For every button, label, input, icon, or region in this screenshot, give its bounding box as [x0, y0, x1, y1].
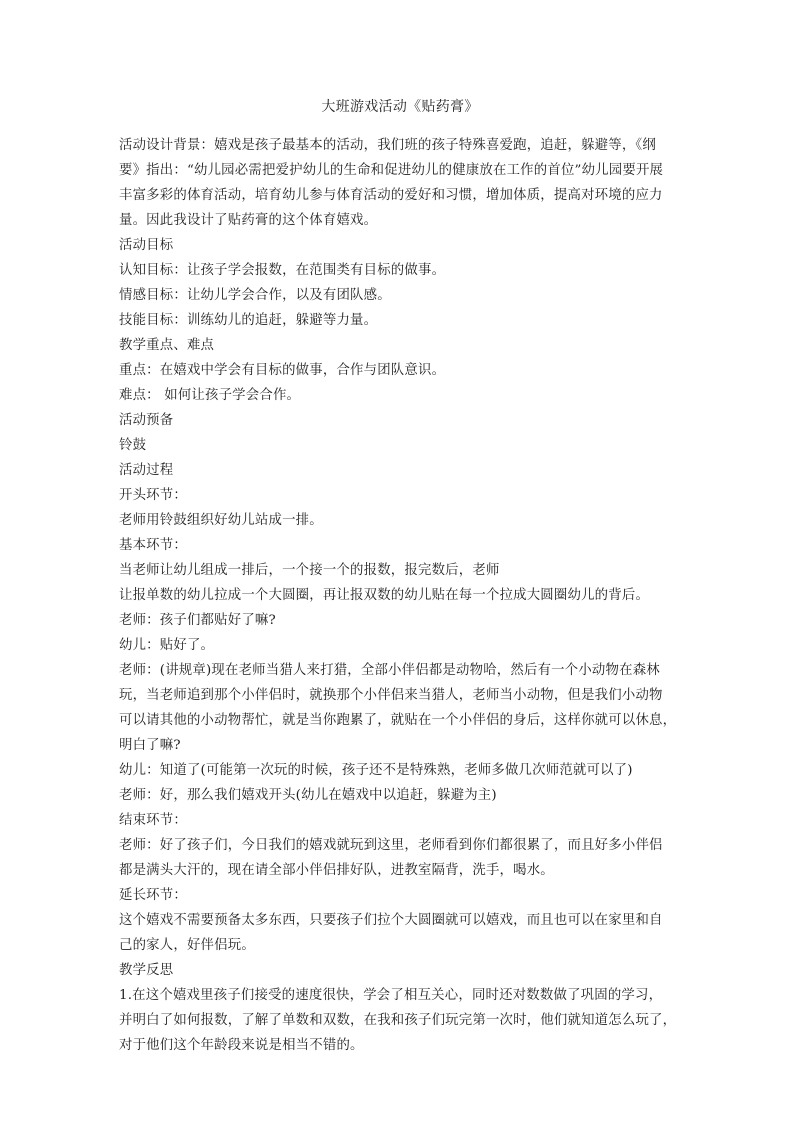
paragraph: [119, 283, 689, 308]
paragraph: [119, 233, 689, 258]
paragraph: [119, 608, 689, 633]
paragraph-line: 延长环节：: [119, 888, 187, 903]
paragraph-line: 教学重点、难点: [119, 338, 215, 353]
paragraph-line: 幼儿：知道了(可能第一次玩的时候，孩子还不是特殊熟，老师多做几次师范就可以了): [119, 763, 633, 778]
paragraph-line: 活动预备: [119, 413, 174, 428]
paragraph-line: 活动目标: [119, 238, 174, 253]
paragraph-line: 活动设计背景：嬉戏是孩子最基本的活动，我们班的孩子特殊喜爱跑，追赶，躲避等，《纲: [119, 138, 656, 153]
paragraph: [119, 408, 689, 433]
paragraph: [119, 333, 689, 358]
paragraph-line: 技能目标：训练幼儿的追赶，躲避等力量。: [119, 313, 378, 328]
paragraph-line: 己的家人，好伴侣玩。: [119, 938, 255, 953]
paragraph: [119, 633, 689, 658]
paragraph-line: 老师：(讲规章)现在老师当猎人来打猎，全部小伴侣都是动物哈，然后有一个小动物在森林: [119, 663, 660, 678]
paragraph: [119, 383, 689, 408]
paragraph-line: 认知目标：让孩子学会报数，在范围类有目标的做事。: [119, 263, 446, 278]
paragraph-line: 老师用铃鼓组织好幼儿站成一排。: [119, 513, 323, 528]
paragraph-line: 基本环节：: [119, 538, 187, 553]
paragraph-line: 1.在这个嬉戏里孩子们接受的速度很快，学会了相互关心，同时还对数数做了巩固的学习，: [119, 988, 663, 1003]
paragraph-line: 老师：好，那么我们嬉戏开头(幼儿在嬉戏中以追赶，躲避为主): [119, 788, 497, 803]
paragraph: [119, 808, 689, 833]
paragraph: [119, 258, 689, 283]
paragraph-line: 明白了嘛?: [119, 738, 181, 753]
paragraph-line: 玩，当老师追到那个小伴侣时，就换那个小伴侣来当猎人，老师当小动物，但是我们小动物: [119, 688, 663, 703]
paragraph: [119, 558, 689, 583]
paragraph-line: 难点： 如何让孩子学会合作。: [119, 388, 301, 403]
paragraph: [119, 358, 689, 383]
paragraph-line: 这个嬉戏不需要预备太多东西，只要孩子们拉个大圆圈就可以嬉戏，而且也可以在家里和自: [119, 913, 663, 928]
paragraph-line: 铃鼓: [119, 438, 147, 453]
paragraph: [119, 833, 689, 883]
document-body: [119, 133, 689, 1058]
paragraph-line: 要》指出：“幼儿园必需把爱护幼儿的生命和促进幼儿的健康放在工作的首位”幼儿园要开展: [119, 163, 664, 178]
paragraph: [119, 458, 689, 483]
paragraph-line: 当老师让幼儿组成一排后，一个接一个的报数，报完数后，老师: [119, 563, 500, 578]
paragraph-line: 结束环节：: [119, 813, 187, 828]
paragraph-line: 丰富多彩的体育活动，培育幼儿参与体育活动的爱好和习惯，增加体质，提高对环境的应力: [119, 188, 663, 203]
paragraph: [119, 533, 689, 558]
paragraph-line: 老师：孩子们都贴好了嘛?: [119, 613, 276, 628]
paragraph: [119, 908, 689, 958]
paragraph: [119, 583, 689, 608]
paragraph-line: 开头环节：: [119, 488, 187, 503]
paragraph: [119, 758, 689, 783]
paragraph-line: 老师：好了孩子们，今日我们的嬉戏就玩到这里，老师看到你们都很累了，而且好多小伴侣: [119, 838, 663, 853]
paragraph-line: 让报单数的幼儿拉成一个大圆圈，再让报双数的幼儿贴在每一个拉成大圆圈幼儿的背后。: [119, 588, 650, 603]
paragraph-line: 活动过程: [119, 463, 174, 478]
paragraph-line: 都是满头大汗的，现在请全部小伴侣排好队，进教室隔背，洗手，喝水。: [119, 863, 554, 878]
paragraph: [119, 508, 689, 533]
paragraph: [119, 658, 689, 758]
paragraph: [119, 958, 689, 983]
paragraph-line: 并明白了如何报数，了解了单数和双数，在我和孩子们玩完第一次时，他们就知道怎么玩了，: [119, 1013, 677, 1028]
paragraph: [119, 483, 689, 508]
paragraph: [119, 308, 689, 333]
paragraph-line: 重点：在嬉戏中学会有目标的做事，合作与团队意识。: [119, 363, 446, 378]
paragraph-line: 情感目标：让幼儿学会合作，以及有团队感。: [119, 288, 391, 303]
document-title: 大班游戏活动《贴药膏》: [321, 99, 479, 115]
paragraph-line: 对于他们这个年龄段来说是相当不错的。: [119, 1038, 364, 1053]
paragraph-line: 教学反思: [119, 963, 174, 978]
paragraph-line: 可以请其他的小动物帮忙，就是当你跑累了，就贴在一个小伴侣的身后，这样你就可以休息，: [119, 713, 677, 728]
paragraph: [119, 783, 689, 808]
paragraph: [119, 433, 689, 458]
paragraph: [119, 883, 689, 908]
paragraph-line: 量。因此我设计了贴药膏的这个体育嬉戏。: [119, 213, 378, 228]
paragraph: [119, 133, 689, 233]
paragraph-line: 幼儿：贴好了。: [119, 638, 215, 653]
paragraph: [119, 983, 689, 1058]
